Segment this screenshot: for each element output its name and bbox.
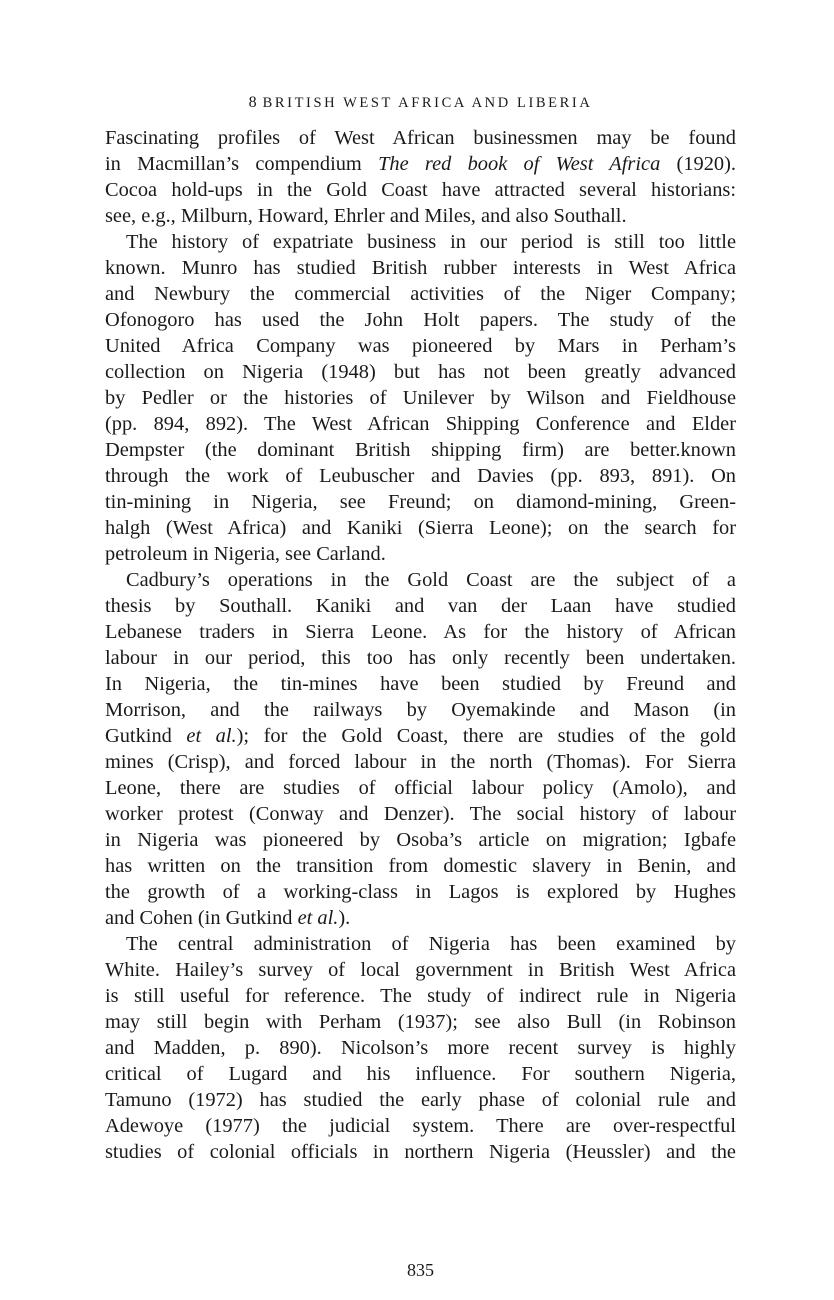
- text-segment: by Pedler or the histories of Unilever by Wilson and Fieldhouse: [105, 387, 736, 409]
- text-line: [105, 619, 736, 645]
- text-line: [105, 775, 736, 801]
- text-line: [105, 853, 736, 879]
- text-line: [105, 203, 736, 229]
- text-segment: petroleum in Nigeria, see Carland.: [105, 543, 386, 565]
- text-line: [105, 671, 736, 697]
- text-line: [105, 1009, 736, 1035]
- text-segment: Gutkind: [105, 725, 187, 747]
- text-segment: Fascinating profiles of West African businessmen may be found: [105, 127, 736, 149]
- text-segment: and Newbury the commercial activities of the Niger Company;: [105, 283, 736, 305]
- text-line: [105, 229, 736, 255]
- text-segment: The history of expatriate business in our period is still too little: [126, 231, 736, 253]
- text-line: [105, 281, 736, 307]
- text-segment: may still begin with Perham (1937); see also Bull (in Robinson: [105, 1011, 736, 1033]
- text-segment: Leone, there are studies of official labour policy (Amolo), and: [105, 777, 736, 799]
- text-line: [105, 437, 736, 463]
- text-line: [105, 567, 736, 593]
- text-line: [105, 1061, 736, 1087]
- text-line: [105, 359, 736, 385]
- text-line: [105, 333, 736, 359]
- text-segment: Ofonogoro has used the John Holt papers. The study of the: [105, 309, 736, 331]
- text-line: [105, 151, 736, 177]
- text-segment: known. Munro has studied British rubber interests in West Africa: [105, 257, 736, 279]
- text-segment: see, e.g., Milburn, Howard, Ehrler and Miles, and also Southall.: [105, 205, 627, 227]
- text-segment: labour in our period, this too has only recently been undertaken.: [105, 647, 736, 669]
- text-line: [105, 957, 736, 983]
- text-line: [105, 1139, 736, 1165]
- text-line: [105, 463, 736, 489]
- text-segment: is still useful for reference. The study of indirect rule in Nigeria: [105, 985, 736, 1007]
- text-line: [105, 905, 736, 931]
- text-line: [105, 645, 736, 671]
- text-segment: United Africa Company was pioneered by Mars in Perham’s: [105, 335, 736, 357]
- text-segment: White. Hailey’s survey of local government in British West Africa: [105, 959, 736, 981]
- page-number: 835: [407, 1260, 434, 1280]
- text-segment: Dempster (the dominant British shipping firm) are better.known: [105, 439, 736, 461]
- chapter-number: 8: [248, 94, 257, 111]
- text-segment: The central administration of Nigeria has been examined by: [126, 933, 736, 955]
- text-segment: worker protest (Conway and Denzer). The social history of labour: [105, 803, 736, 825]
- text-segment: (pp. 894, 892). The West African Shipping Conference and Elder: [105, 413, 736, 435]
- text-segment: (1920).: [660, 153, 736, 175]
- text-segment: In Nigeria, the tin-mines have been studied by Freund and: [105, 673, 736, 695]
- text-line: [105, 255, 736, 281]
- text-segment: tin-mining in Nigeria, see Freund; on diamond-mining, Green-: [105, 491, 736, 513]
- text-line: [105, 1113, 736, 1139]
- text-line: [105, 931, 736, 957]
- running-head: [105, 93, 736, 113]
- text-line: [105, 515, 736, 541]
- text-line: [105, 749, 736, 775]
- body-text: [105, 125, 736, 1165]
- text-line: [105, 385, 736, 411]
- text-line: [105, 1035, 736, 1061]
- text-segment: thesis by Southall. Kaniki and van der Laan have studied: [105, 595, 736, 617]
- text-line: [105, 177, 736, 203]
- text-line: [105, 1087, 736, 1113]
- text-segment: in Macmillan’s compendium: [105, 153, 379, 175]
- text-segment: halgh (West Africa) and Kaniki (Sierra Leone); on the search for: [105, 517, 736, 539]
- text-segment: through the work of Leubuscher and Davies (pp. 893, 891). On: [105, 465, 736, 487]
- text-segment: and Madden, p. 890). Nicolson’s more recent survey is highly: [105, 1037, 736, 1059]
- text-segment: critical of Lugard and his influence. For southern Nigeria,: [105, 1063, 736, 1085]
- text-line: [105, 723, 736, 749]
- text-segment: ).: [338, 907, 351, 929]
- text-segment: and Cohen (in Gutkind: [105, 907, 298, 929]
- text-line: [105, 411, 736, 437]
- text-segment: Tamuno (1972) has studied the early phase of colonial rule and: [105, 1089, 736, 1111]
- text-segment: studies of colonial officials in northern Nigeria (Heussler) and the: [105, 1141, 736, 1163]
- text-line: [105, 593, 736, 619]
- text-segment: collection on Nigeria (1948) but has not been greatly advanced: [105, 361, 736, 383]
- italic-text: The red book of West Africa: [378, 153, 661, 175]
- text-line: [105, 983, 736, 1009]
- text-line: [105, 697, 736, 723]
- italic-text: et al.: [297, 907, 339, 929]
- text-line: [105, 541, 736, 567]
- text-segment: the growth of a working-class in Lagos is explored by Hughes: [105, 881, 736, 903]
- text-segment: Cocoa hold-ups in the Gold Coast have attracted several historians:: [105, 179, 736, 201]
- text-segment: in Nigeria was pioneered by Osoba’s article on migration; Igbafe: [105, 829, 736, 851]
- text-segment: mines (Crisp), and forced labour in the north (Thomas). For Sierra: [105, 751, 736, 773]
- text-segment: Lebanese traders in Sierra Leone. As for the history of African: [105, 621, 736, 643]
- text-line: [105, 801, 736, 827]
- text-segment: ); for the Gold Coast, there are studies of the gold: [236, 725, 736, 747]
- text-line: [105, 879, 736, 905]
- text-line: [105, 489, 736, 515]
- text-line: [105, 307, 736, 333]
- text-segment: Cadbury’s operations in the Gold Coast are the subject of a: [126, 569, 736, 591]
- italic-text: et al.: [186, 725, 237, 747]
- running-title: BRITISH WEST AFRICA AND LIBERIA: [262, 95, 593, 111]
- text-line: [105, 827, 736, 853]
- text-segment: Adewoye (1977) the judicial system. There are over-respectful: [105, 1115, 736, 1137]
- text-segment: has written on the transition from domestic slavery in Benin, and: [105, 855, 736, 877]
- text-line: [105, 125, 736, 151]
- text-segment: Morrison, and the railways by Oyemakinde and Mason (in: [105, 699, 736, 721]
